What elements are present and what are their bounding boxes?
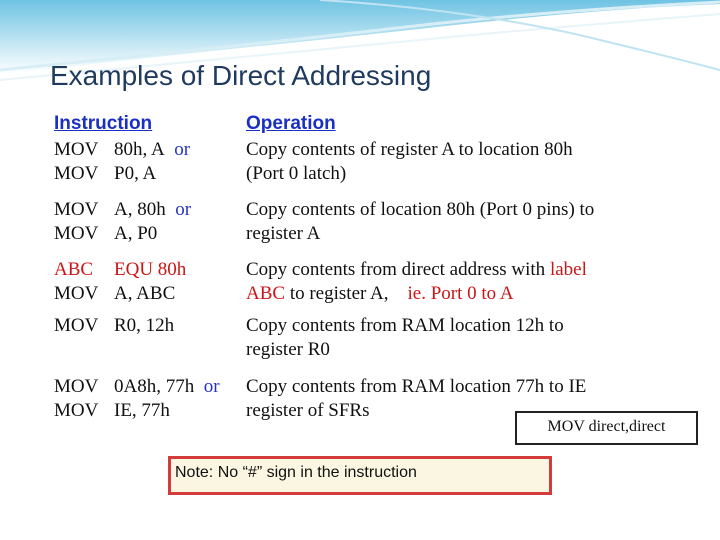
op-line: Copy contents of location 80h (Port 0 pins) to [246, 199, 595, 220]
op-line: register of SFRs [246, 400, 370, 421]
op-line: Copy contents from RAM location 12h to [246, 315, 564, 336]
instr-line: MOV IE, 77h [54, 400, 170, 421]
instr-line: MOV A, 80h or [54, 199, 192, 220]
op-line: (Port 0 latch) [246, 163, 347, 184]
header-instruction: Instruction [54, 113, 153, 134]
callout-box: MOV direct,direct [515, 411, 698, 445]
instr-line: MOV A, ABC [54, 283, 176, 304]
slide-title: Examples of Direct Addressing [50, 60, 432, 91]
op-line: register R0 [246, 339, 330, 360]
op-line: ABC to register A, ie. Port 0 to A [246, 283, 514, 304]
op-line: Copy contents of register A to location 80h [246, 139, 573, 160]
op-line: Copy contents from direct address with label [246, 259, 587, 280]
note-box: Note: No “#” sign in the instruction [168, 456, 552, 495]
instr-line: MOV 80h, A or [54, 139, 191, 160]
instr-line: MOV R0, 12h [54, 315, 175, 336]
op-line: register A [246, 223, 321, 244]
instr-line: ABC EQU 80h [54, 259, 187, 280]
header-operation: Operation [246, 113, 336, 134]
instr-line: MOV P0, A [54, 163, 157, 184]
op-line: Copy contents from RAM location 77h to IE [246, 376, 587, 397]
instr-line: MOV A, P0 [54, 223, 158, 244]
instr-line: MOV 0A8h, 77h or [54, 376, 220, 397]
